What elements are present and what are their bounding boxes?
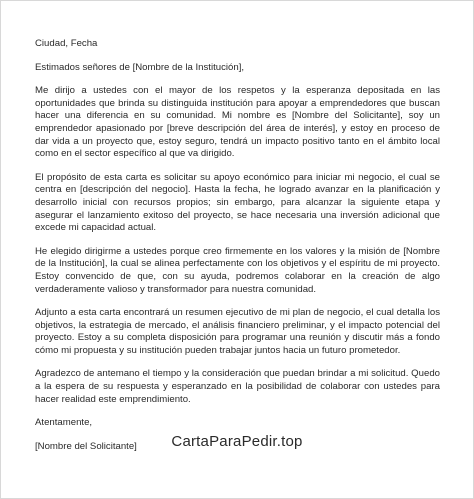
paragraph-reason: He elegido dirigirme a ustedes porque creo firmemente en los valores y la misión de [Nombre de la Institución], la cual se alinea perfectamente con los objetivos y el espíritu de mi proyecto. Estoy convencido de que, con su ayuda, podremos colaborar en la creación de algo verdaderamente valioso y transformador para nuestra comunidad.: [35, 245, 440, 295]
paragraph-attachment: Adjunto a esta carta encontrará un resumen ejecutivo de mi plan de negocio, el cual detalla los objetivos, la estrategia de mercado, el análisis financiero preliminar, y el impacto potencial del proyecto. Estoy a su completa disposición para programar una reunión y discutir más a fondo cómo mi propuesta y su institución pueden trabajar juntos hacia un futuro prometedor.: [35, 307, 440, 356]
signature: [Nombre del Solicitante]: [35, 440, 137, 452]
greeting: Estimados señores de [Nombre de la Institución],: [35, 61, 245, 73]
paragraph-thanks: Agradezco de antemano el tiempo y la consideración que puedan brindar a mi solicitud. Quedo a la espera de su respuesta y esperanzado en la posibilidad de colaborar con ustedes para hacer realidad este emprendimiento.: [35, 368, 440, 405]
paragraph-purpose: El propósito de esta carta es solicitar su apoyo económico para iniciar mi negocio, el cual se centra en [descripción del negocio]. Hasta la fecha, he logrado avanzar en la planificación y desarrollo inicial con recursos propios; sin embargo, para alcanzar la siguiente etapa y asegurar el lanzamiento exitoso del proyecto, se hace necesaria una inversión adicional que excede mi capacidad actual.: [35, 171, 440, 234]
place-date: Ciudad, Fecha: [35, 38, 98, 49]
paragraph-intro: Me dirijo a ustedes con el mayor de los respetos y la esperanza depositada en las oportunidades que brinda su distinguida institución para apoyar a emprendedores que buscan hacer una diferencia en su comunidad. Mi nombre es [Nombre del Solicitante], soy un emprendedor apasionado por [breve descripción del área de interés], y estoy en proceso de dar vida a un proyecto que, estoy seguro, tendrá un impacto positivo tanto en el ámbito local como en el sector específico al que va dirigido.: [35, 85, 440, 160]
closing: Atentamente,: [35, 417, 93, 429]
site-footer: CartaParaPedir.top: [171, 433, 303, 450]
letter-body: [35, 38, 440, 453]
